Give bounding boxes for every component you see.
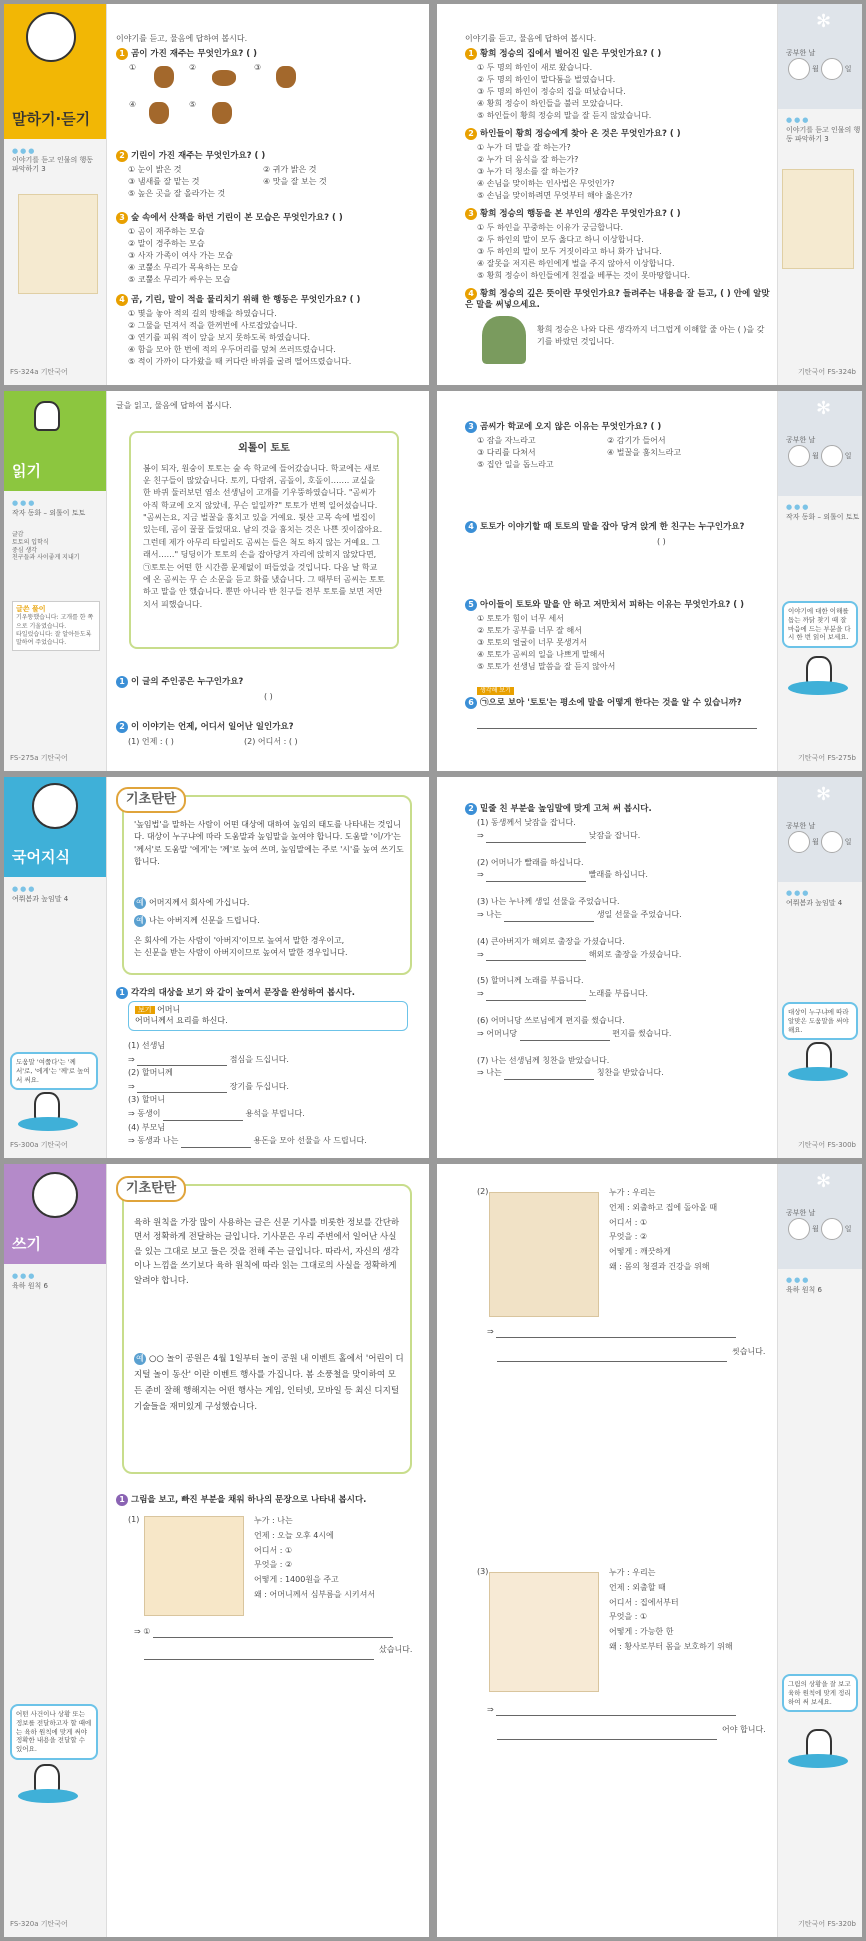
dots-icon: ●●● (12, 885, 37, 893)
option: ⑤ 황희 정승이 하인들에게 친절을 베푸는 것이 못마땅합니다. (477, 271, 690, 280)
page-number: FS-300a 기탄국어 (10, 1140, 68, 1149)
page-listening-a (4, 4, 429, 385)
option: ② 두 명의 하인이 말다툼을 벌였습니다. (477, 75, 616, 84)
mask-illustration (489, 1572, 599, 1692)
tip-bubble: 어떤 사건이나 상황 또는 정보를 전달하고자 할 때에는 육하 원칙에 맞게 써야 정확한 내용을 전달할 수 있어요. (10, 1704, 98, 1760)
page-number: 기탄국어 FS-324b (798, 367, 856, 376)
section-subtitle: 여쭤봄과 높임말 4 (786, 899, 843, 907)
fish-illustration (788, 681, 848, 695)
item-answer: ⇒ 동생과 나는 용돈을 모아 선물을 사 드립니다. (128, 1134, 367, 1148)
answer-blank[interactable] (486, 951, 586, 961)
option: ② 누가 더 음식을 잘 하는가? (477, 155, 579, 164)
fish-illustration (18, 1789, 78, 1803)
option: ③ 연기를 피워 적이 앞을 보지 못하도록 하였습니다. (128, 333, 311, 342)
option: ② 귀가 밝은 것 (263, 165, 317, 174)
answer-blank[interactable] (520, 1031, 610, 1041)
option: ④ 맛을 잘 보는 것 (263, 177, 327, 186)
dots-icon: ●●● (12, 1272, 37, 1280)
question-1: 1 그림을 보고, 빠진 부분을 채워 하나의 문장으로 나타내 봅시다. (116, 1494, 366, 1506)
study-date (786, 822, 852, 853)
section-band (4, 391, 106, 491)
option: ③ 다리를 다쳐서 (477, 448, 536, 457)
answer-end: 어야 합니다. (722, 1725, 766, 1734)
dots-icon: ●●● (786, 1276, 811, 1284)
bear-illustration (212, 70, 236, 86)
study-date (786, 1209, 852, 1240)
right-sidebar (777, 4, 862, 385)
question-3: 3 곰씨가 학교에 오지 않은 이유는 무엇인가요? ( ) (465, 421, 661, 433)
item-question: (2) 어머니가 빨래를 하십니다. (477, 857, 584, 867)
question-3: 3 숲 속에서 산책을 하던 기린이 본 모습은 무엇인가요? ( ) (116, 212, 343, 224)
item-answer: ⇒ 어머니당 편지를 썼습니다. (477, 1028, 682, 1041)
q2-items (477, 817, 682, 1080)
sample-box (128, 1001, 408, 1031)
option: ④ 토토가 곰씨의 일을 나쁘게 말해서 (477, 650, 606, 659)
day-input[interactable] (821, 58, 843, 80)
basics-logo: 기초탄탄 (116, 1176, 186, 1202)
question-4: 4 토토가 이야기할 때 토토의 말을 잡아 당겨 앉게 한 친구는 누구인가요? (465, 521, 744, 533)
day-input[interactable] (821, 831, 843, 853)
tip-bubble: 그림의 상황을 잘 보고 육하 원칙에 맞게 정리하여 써 보세요. (782, 1674, 858, 1712)
option: ④ 함을 모아 한 번에 적의 우두머리를 덮쳐 쓰러뜨렸습니다. (128, 345, 336, 354)
option-num: ④ (129, 100, 137, 109)
example: 예 ○○ 놀이 공원은 4월 1일부터 놀이 공원 내 이벤트 홀에서 '어린이 디지털 놀이 동산' 이란 이벤트 행사를 가집니다. 봄 소풍철을 맞이하여 모든 준비 잘해 행해지는 어떤 행사는 게임, 인터넷, 모바일 등 최신 디지털 기술들을 재미있게 구성했습니다. (134, 1354, 404, 1413)
month-label: 월 (812, 1225, 819, 1234)
fact: 왜 : 어머니께서 심부름을 시키셔서 (254, 1589, 376, 1599)
answer-row: ⇒ (487, 1326, 736, 1338)
item-lead: 나는 (486, 1068, 502, 1078)
basics-text: '높임법'을 말하는 사람이 어떤 대상에 대하여 높임의 태도를 나타내는 것입니다. 대상이 누구냐에 따라 도움말과 높임말을 높여야 합니다. 도움말 '이/가'는 '께서'로 도움말 '에게'는 '께'로 높여 쓰며, 높임말에는 주로 '시'를 높여 쓰기도 합니다. (134, 820, 404, 867)
right-sidebar (777, 777, 862, 1158)
item-answer: ⇒ 나는 칭찬을 받았습니다. (477, 1067, 682, 1080)
answer-blank[interactable] (496, 1328, 736, 1338)
option: ⑤ 높은 곳을 잘 올라가는 것 (128, 189, 226, 198)
word-memo (12, 601, 100, 651)
month-input[interactable] (788, 445, 810, 467)
flower-icon: ✻ (816, 1171, 832, 1192)
answer-blank[interactable] (163, 1111, 243, 1121)
question-2: 2 하인들이 황희 정승에게 찾아 온 것은 무엇인가요? ( ) (465, 128, 681, 140)
option: ⑤ 적이 가까이 다가왔을 때 커다란 바위를 굴려 떨어뜨렸습니다. (128, 357, 352, 366)
item-lead: 나는 (486, 909, 502, 919)
option: ② 두 하인의 말이 모두 옳다고 하니 이상합니다. (477, 235, 644, 244)
day-label: 일 (844, 452, 852, 461)
answer-blank[interactable] (486, 991, 586, 1001)
item-rest: 편지를 썼습니다. (612, 1028, 672, 1038)
item-rest: 용석을 부립니다. (245, 1108, 305, 1118)
fact: 어디서 : ① (254, 1545, 293, 1555)
month-input[interactable] (788, 1218, 810, 1240)
item-question: (5) 할머니께 노래를 부릅니다. (477, 976, 584, 986)
q1-answer-blank[interactable]: ( ) (264, 692, 273, 701)
answer-row: ⇒ ① (134, 1626, 393, 1638)
answer-line[interactable] (144, 1650, 374, 1660)
option: ② 토토가 공부를 너무 잘 해서 (477, 626, 582, 635)
page-grammar-b (437, 777, 862, 1158)
sticky-note (18, 194, 98, 294)
item-answer: ⇒ 장기를 두십니다. (128, 1080, 367, 1094)
option: ④ 잘못을 저지른 하인에게 벌을 주지 않아서 이상합니다. (477, 259, 675, 268)
question-4: 4 곰, 기린, 말이 적을 물리치기 위해 한 행동은 무엇인가요? ( ) (116, 294, 360, 306)
study-label: 공부한 날 (786, 1209, 816, 1217)
memo-title: 글쓴 풀이 (16, 605, 46, 613)
bear-illustration (212, 102, 232, 124)
day-label: 일 (844, 65, 852, 74)
example-text: 어머지께서 회사에 가십니다. (149, 898, 250, 907)
answer-blank[interactable] (486, 872, 586, 882)
day-label: 일 (844, 1225, 852, 1234)
item-rest: 점심을 드십니다. (229, 1054, 289, 1064)
section-title: 쓰기 (12, 1235, 41, 1253)
option: ③ 냄새를 잘 맡는 것 (128, 177, 200, 186)
answer-blank[interactable] (496, 1706, 736, 1716)
basics-box (122, 792, 412, 975)
flower-icon: ✻ (816, 398, 832, 419)
left-sidebar (4, 391, 107, 771)
item-answer: ⇒ 낮잠을 잡니다. (477, 830, 682, 843)
option: ⑤ 집안 일을 돕느라고 (477, 460, 554, 469)
question-1: 1 황희 정승의 집에서 벌어진 일은 무엇인가요? ( ) (465, 48, 661, 60)
item-answer: ⇒ 해외로 출장을 가셨습니다. (477, 949, 682, 962)
item-label: (3) 할머니 (128, 1095, 166, 1105)
q1-options (477, 62, 651, 122)
section-title: 읽기 (12, 462, 41, 480)
bear-illustration (276, 66, 296, 88)
sample-sentence: 어머니께서 요리를 하신다. (135, 1015, 228, 1025)
example-2: 예 나는 아버지께 신문을 드립니다. (134, 915, 260, 927)
page-number: FS-320a 기탄국어 (10, 1919, 68, 1928)
fact: 누가 : 나는 (254, 1516, 293, 1525)
page-number: 기탄국어 FS-300b (798, 1140, 856, 1149)
fact: 무엇을 : ② (609, 1232, 648, 1242)
answer-blank[interactable] (486, 833, 586, 843)
option-num: ② (189, 63, 197, 72)
study-label: 공부한 날 (786, 436, 816, 444)
study-date-band (778, 1164, 862, 1269)
story-text: 봄이 되자, 원숭이 토토는 숲 속 학교에 들어갔습니다. 학교에는 새로운 친구들이 많았습니다. 토끼, 다람쥐, 곰돌이, 호돌이……. 교실을 한 바퀴 둘러보던 염소 선생님이 고개를 기우뚱하였습니다. "곰씨가 아직 학교에 오지 않았네, 무슨 일일까?" 토토가 번쩍 일어섰습니다. "곰씨는요, 지금 벌꿀을 훔치고 있을 거예요. 뒷산 고목 속에 벌집이 있는데, 곰이 꿀꿀 들었대요. 남의 것을 훔치는 것은 나쁜 짓이잖아요. 그런데 제가 아무리 타일러도 곰씨는 들은 척도 하지 않는 거예요. 그래서……" 딩딩이가 토토의 손을 잡아당겨 자리에 앉히지 않았다면, ㉠토토는 어떤 한 시간쯤 문제없이 떠들었을 것입니다. 다음 날 학교에 온 곰씨는 무 슨 소문을 듣고 화를 냈습니다. 그 때부터 곰씨는 토토하고 말을 안 했습니다. 뿐만 아니라 반 친구들 전부 토토를 보면 저만치서 피했습니다. (143, 463, 385, 609)
item-question: (4) 큰아버지가 해외로 출장을 가셨습니다. (477, 936, 625, 946)
page-writing-b (437, 1164, 862, 1937)
month-label: 월 (812, 838, 819, 847)
fact: 어떻게 : 1400원을 주고 (254, 1575, 339, 1585)
month-input[interactable] (788, 58, 810, 80)
answer-end: 샀습니다. (379, 1645, 413, 1654)
item-answer: ⇒ 노래를 부릅니다. (477, 988, 682, 1001)
study-label: 공부한 날 (786, 822, 816, 830)
fact: 어디서 : ① (609, 1217, 648, 1227)
item-question: (1) 동생께서 낮잠을 잡니다. (477, 818, 576, 827)
section-subtitle: 작자 동화 – 외톨이 토토 (786, 513, 860, 521)
boy-illustration (32, 783, 78, 829)
option: ① 잠을 자느라고 (477, 436, 536, 445)
month-input[interactable] (788, 831, 810, 853)
option: ③ 사자 가족이 여사 가는 모습 (128, 251, 233, 260)
page-listening-b (437, 4, 862, 385)
study-date-band (778, 4, 862, 109)
question-1: 1 곰이 가진 재주는 무엇인가요? ( ) (116, 48, 257, 60)
item-answer: ⇒ 빨래를 하십니다. (477, 869, 682, 882)
option-num: ① (129, 63, 137, 72)
item-rest: 낮잠을 잡니다. (588, 830, 641, 840)
option: ② 감기가 들어서 (607, 436, 666, 445)
dots-icon: ●●● (786, 116, 811, 124)
q4-options (128, 308, 351, 368)
item-lead: 어머니당 (486, 1028, 518, 1038)
think-tag: 생각해 보기 (477, 687, 514, 695)
bear-illustration (149, 102, 169, 124)
left-sidebar (4, 777, 107, 1158)
page-grammar-a (4, 777, 429, 1158)
answer-line[interactable] (497, 1352, 727, 1362)
q5-options (477, 613, 615, 673)
facts-list (609, 1566, 733, 1655)
dots-icon: ●●● (786, 503, 811, 511)
month-label: 월 (812, 65, 819, 74)
fact: 무엇을 : ① (609, 1612, 648, 1622)
section-band (4, 1164, 106, 1264)
item-rest: 노래를 부릅니다. (588, 989, 648, 999)
q4-answer-text: 황희 정승은 나와 다른 생각까지 너그럽게 이해할 줄 아는 ( )을 갖기를 바랐던 것입니다. (537, 325, 765, 346)
fact: 어떻게 : 가능한 한 (609, 1627, 674, 1637)
note-line: 은 회사에 가는 사람이 '아버지'이므로 높여서 말한 경우이고, (134, 936, 345, 945)
option: ③ 누가 더 청소를 잘 하는가? (477, 167, 579, 176)
option: ⑤ 손님을 맞이하려면 무엇부터 해야 옳은가? (477, 191, 633, 200)
option-num: ③ (254, 63, 262, 72)
day-input[interactable] (821, 1218, 843, 1240)
section-subtitle: 여쭤봄과 높임말 4 (12, 895, 69, 903)
question-4: 4 황희 정승의 깊은 뜻이란 무엇인가요? 들려주는 내용을 잘 듣고, ( ) 안에 알맞은 말을 써넣으세요. (465, 289, 770, 311)
flower-icon: ✻ (816, 784, 832, 805)
note-line: 는 신문을 받는 사람이 아버지이므로 높여서 말한 경우입니다. (134, 948, 348, 958)
answer-blank[interactable] (504, 1070, 594, 1080)
option: ① 눈이 밝은 것 (128, 165, 182, 174)
item-number: (3) (477, 1567, 489, 1576)
month-label: 월 (812, 452, 819, 461)
question-2: 2 밑줄 친 부분을 높임말에 맞게 고쳐 써 봅시다. (465, 803, 652, 815)
facts-list (609, 1186, 717, 1275)
question-2: 2 기린이 가진 재주는 무엇인가요? ( ) (116, 150, 265, 162)
item-rest: 장기를 두십니다. (229, 1081, 289, 1091)
item-answer: ⇒ 점심을 드십니다. (128, 1053, 367, 1067)
example-text: ○○ 놀이 공원은 4월 1일부터 놀이 공원 내 이벤트 홀에서 '어린이 디지털 놀이 동산' 이란 이벤트 행사를 가집니다. 봄 소풍철을 맞이하여 모든 준비 잘해 행해지는 어떤 행사는 게임, 인터넷, 모바일 등 최신 디지털 기술들을 재미있게 구성했습니다. (134, 1354, 404, 1413)
option: ① 곰이 재주하는 모습 (128, 227, 205, 236)
study-date (786, 436, 852, 467)
item-rest: 해외로 출장을 가셨습니다. (588, 949, 682, 959)
fact: 언제 : 오늘 오후 4시에 (254, 1530, 334, 1540)
example-1: 예 어머지께서 회사에 가십니다. (134, 897, 249, 909)
question-2: 2 이 이야기는 언제, 어디서 일어난 일인가요? (116, 721, 294, 733)
q2-options (477, 142, 633, 202)
example-note (134, 935, 404, 960)
answer-blank[interactable] (181, 1138, 251, 1148)
tip-bubble: 도움말 '여쭙다'는 '께서'로, '에게'는 '께'로 높여서 써요. (10, 1052, 98, 1090)
page-reading-a (4, 391, 429, 771)
answer-lead: ① (143, 1627, 151, 1636)
page-reading-b (437, 391, 862, 771)
tip-bubble: 이야기에 대한 이해를 돕는 까닭 찾기 때 잘 마음에 드는 부분을 다시 한 번 읽어 보세요. (782, 601, 858, 648)
scholar-illustration (482, 316, 526, 364)
q2-answer-where[interactable]: (2) 어디서 : ( ) (244, 737, 298, 746)
memo-text: 기우뚱했습니다: 고개를 한 쪽으로 기울였습니다. 타일렀습니다: 잘 알아듣도록 말하여 주었습니다. (16, 614, 94, 646)
option: ① 몇을 놓아 적의 길의 방해을 하였습니다. (128, 309, 277, 318)
answer-line[interactable] (497, 1730, 717, 1740)
q4-answer-blank[interactable]: ( ) (657, 537, 666, 546)
right-sidebar (777, 391, 862, 771)
section-subtitle: 작자 동화 – 외톨이 토토 (12, 509, 86, 517)
item-rest: 생일 선물을 주었습니다. (596, 909, 682, 919)
answer-blank[interactable] (504, 912, 594, 922)
section-subtitle: 이야기를 듣고 인물의 행동 파악하기 3 (786, 126, 861, 144)
section-band (4, 4, 106, 139)
dots-icon: ●●● (12, 147, 37, 155)
item-label: (1) 선생님 (128, 1041, 166, 1050)
left-sidebar (4, 4, 107, 385)
option: ④ 황희 정승이 하인들을 불러 모았습니다. (477, 99, 624, 108)
item-number: (2) (477, 1187, 489, 1196)
fish-illustration (18, 1117, 78, 1131)
answer-blank[interactable] (137, 1083, 227, 1093)
question-6: 6 ㉠으로 보아 '토토'는 평소에 말을 어떻게 한다는 것을 알 수 있습니까? (465, 697, 742, 709)
sample-word: 어머니 (157, 1005, 181, 1014)
facts-list (254, 1514, 375, 1603)
page-number: FS-324a 기탄국어 (10, 367, 68, 376)
fact: 언제 : 외출하고 집에 돌아올 때 (609, 1202, 718, 1212)
option: ⑤ 하인들이 황희 정승의 말을 잘 듣지 않았습니다. (477, 111, 652, 120)
fish-illustration (788, 1067, 848, 1081)
instruction: 글을 읽고, 물음에 답하여 봅시다. (116, 401, 232, 410)
flower-icon: ✻ (816, 11, 832, 32)
option: ④ 벌꿀을 훔치느라고 (607, 448, 682, 457)
item-answer: ⇒ 동생이 용석을 부립니다. (128, 1107, 367, 1121)
q2-options (128, 164, 388, 200)
q2-answer-when[interactable]: (1) 언제 : ( ) (128, 737, 174, 746)
answer-row: ⇒ (487, 1704, 736, 1716)
option: ③ 두 하인의 말이 모두 거짓이라고 하니 화가 납니다. (477, 247, 662, 256)
item-answer: ⇒ 나는 생일 선물을 주었습니다. (477, 909, 682, 922)
q3-options (128, 226, 238, 286)
option: ① 누가 더 말을 잘 하는가? (477, 143, 571, 152)
sample-tag: 보기 (135, 1006, 155, 1014)
left-sidebar (4, 1164, 107, 1937)
page-number: 기탄국어 FS-275b (798, 753, 856, 762)
item-question: (6) 어머니당 쓰로님에게 편지를 썼습니다. (477, 1015, 625, 1025)
day-input[interactable] (821, 445, 843, 467)
fact: 왜 : 몸의 청결과 건강을 위해 (609, 1261, 710, 1271)
question-5: 5 아이들이 토토와 말을 안 하고 저만치서 피하는 이유는 무엇인가요? ( ) (465, 599, 744, 611)
market-illustration (144, 1516, 244, 1616)
item-label: (4) 부모님 (128, 1122, 166, 1132)
study-label: 공부한 날 (786, 49, 816, 57)
q3-options (477, 435, 727, 471)
item-question: (3) 나는 누나께 생일 선물을 주었습니다. (477, 897, 620, 907)
section-subtitle: 이야기를 듣고 인물의 행동 파악하기 3 (12, 156, 94, 174)
fact: 어디서 : 집에서부터 (609, 1597, 679, 1607)
sticky-note (782, 169, 854, 269)
option: ① 두 명의 하인이 새로 왔습니다. (477, 63, 593, 72)
fact: 언제 : 외출할 때 (609, 1582, 666, 1592)
answer-line[interactable] (477, 719, 757, 729)
item-lead: 동생이 (137, 1108, 161, 1118)
item-rest: 용돈을 모아 선물을 사 드립니다. (253, 1136, 367, 1146)
question-3: 3 황희 정승의 행동을 본 부인의 생각은 무엇인가요? ( ) (465, 208, 681, 220)
question-1: 1 이 글의 주인공은 누구인가요? (116, 676, 243, 688)
fact: 누가 : 우리는 (609, 1568, 656, 1577)
item-lead: 동생과 나는 (137, 1136, 179, 1146)
basics-logo: 기초탄탄 (116, 787, 186, 813)
option: ① 토토가 힘이 너무 세서 (477, 614, 564, 623)
option: ② 말이 경주하는 모습 (128, 239, 205, 248)
girl-illustration (32, 1172, 78, 1218)
dots-icon: ●●● (786, 889, 811, 897)
option: ② 그물을 던져서 적을 한꺼번에 사로잡았습니다. (128, 321, 298, 330)
section-title: 말하기·듣기 (12, 110, 91, 128)
option: ③ 토토의 얼굴이 너무 못생겨서 (477, 638, 588, 647)
answer-blank[interactable] (137, 1056, 227, 1066)
dots-icon: ●●● (12, 499, 37, 507)
instruction: 이야기를 듣고, 물음에 답하여 봅시다. (465, 34, 597, 43)
option: ⑤ 코뿔소 무리가 싸우는 모습 (128, 275, 231, 284)
q1-items (128, 1039, 367, 1148)
option: ③ 두 명의 하인이 정승의 집을 떠났습니다. (477, 87, 626, 96)
option: ① 두 하인을 꾸중하는 이유가 궁금합니다. (477, 223, 624, 232)
day-label: 일 (844, 838, 852, 847)
girl-illustration (26, 12, 76, 62)
washing-feet-illustration (489, 1192, 599, 1317)
section-band (4, 777, 106, 877)
tip-bubble: 대상이 누구냐에 따라 알맞은 도움말을 써야 해요. (782, 1002, 858, 1040)
option: ⑤ 토토가 선생님 말씀을 잘 듣지 않아서 (477, 662, 616, 671)
fact: 왜 : 황사로부터 몸을 보호하기 위해 (609, 1641, 733, 1651)
story-box (129, 431, 399, 649)
question-1: 1 각각의 대상을 보기 와 같이 높여서 문장을 완성하여 봅시다. (116, 987, 355, 999)
section-subtitle: 육하 원칙 6 (786, 1286, 822, 1294)
example-text: 나는 아버지께 신문을 드립니다. (149, 916, 260, 925)
fact: 어떻게 : 깨끗하게 (609, 1247, 671, 1257)
option: ④ 코뿔소 무리가 목욕하는 모습 (128, 263, 239, 272)
item-number: (1) (128, 1515, 140, 1524)
basics-text: 육하 원칙을 가장 많이 사용하는 글은 신문 기사를 비롯한 정보를 간단하면서 정확하게 전달하는 글입니다. 기사문은 우리 주변에서 일어난 사실을 있는 그대로 보고 들은 것을 전해 주는 글입니다. 따라서, 자신의 생각이나 느낌을 쓰기보다 육하 원칙에 따라 읽는 그대로의 사실을 정확하게 알려야 합니다. (134, 1218, 400, 1286)
item-question: (7) 나는 선생님께 칭찬을 받았습니다. (477, 1055, 610, 1065)
option: ④ 손님을 맞이하는 인사법은 무엇인가? (477, 179, 615, 188)
option-num: ⑤ (189, 100, 197, 109)
item-rest: 빨래를 하십니다. (588, 870, 648, 880)
item-rest: 칭찬을 받았습니다. (596, 1068, 664, 1078)
bear-illustration (154, 66, 174, 88)
topic-info: 글감 토토의 입학식 중심 생각 친구들과 사이좋게 지내기 (12, 531, 80, 562)
page-number: FS-275a 기탄국어 (10, 753, 68, 762)
instruction: 이야기를 듣고, 물음에 답하여 봅시다. (116, 34, 248, 43)
fact: 무엇을 : ② (254, 1560, 293, 1570)
answer-end: 씻습니다. (732, 1347, 766, 1356)
fish-illustration (788, 1754, 848, 1768)
study-date-band (778, 391, 862, 496)
basics-box (122, 1181, 412, 1474)
page-writing-a (4, 1164, 429, 1937)
section-title: 국어지식 (12, 848, 70, 866)
right-sidebar (777, 1164, 862, 1937)
section-subtitle: 육하 원칙 6 (12, 1282, 48, 1290)
item-label: (2) 할머니께 (128, 1068, 173, 1078)
study-date (786, 49, 852, 80)
page-number: 기탄국어 FS-320b (798, 1919, 856, 1928)
answer-blank[interactable] (153, 1628, 393, 1638)
study-date-band (778, 777, 862, 882)
q3-options (477, 222, 690, 282)
cat-illustration (34, 401, 60, 431)
story-title: 외톨이 토토 (238, 443, 290, 454)
fact: 누가 : 우리는 (609, 1188, 656, 1197)
